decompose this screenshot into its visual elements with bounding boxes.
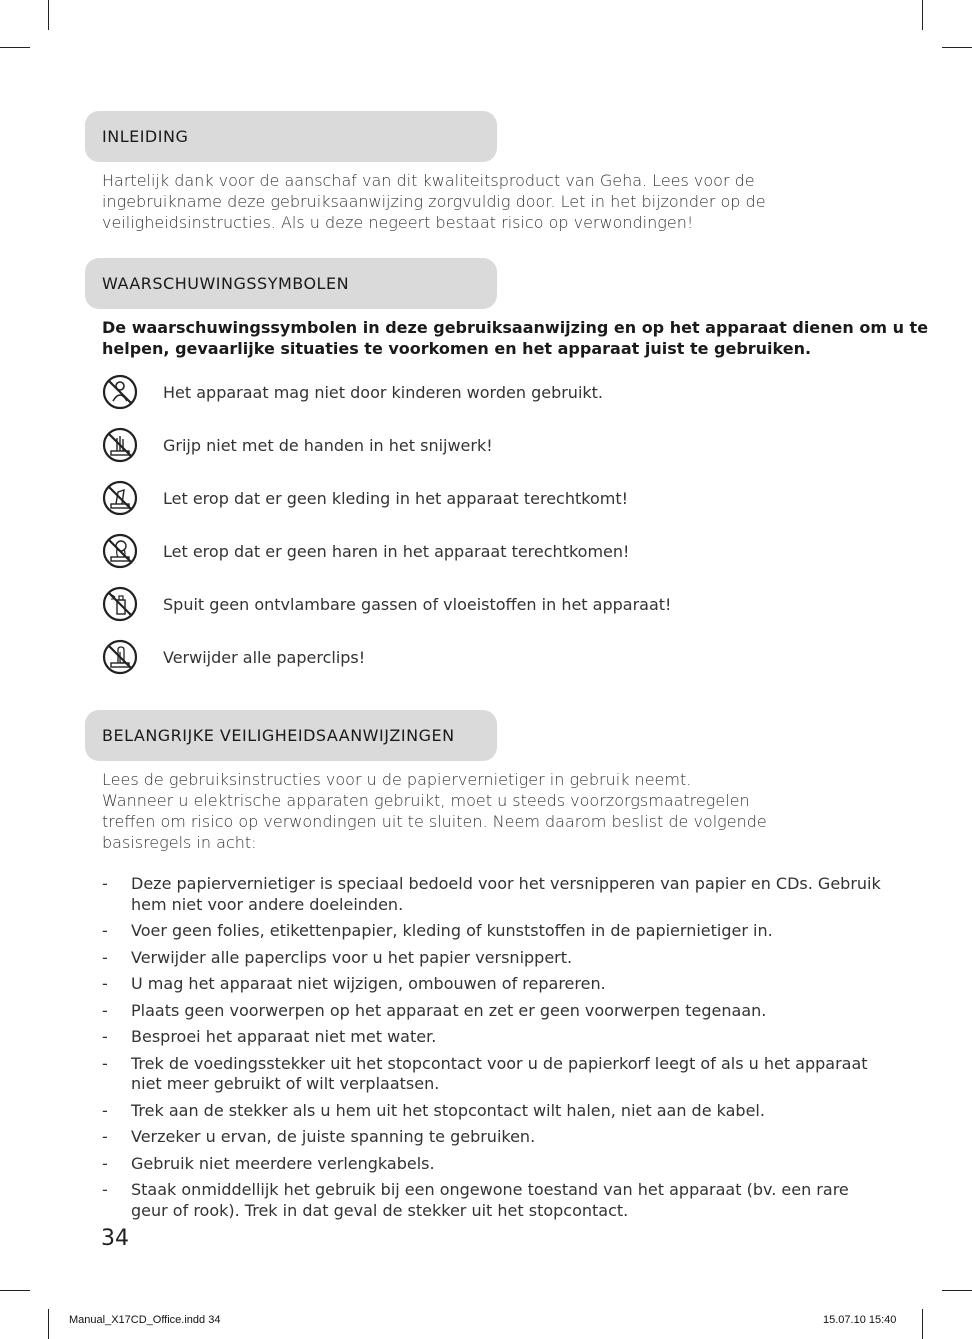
crop-mark — [48, 1309, 49, 1339]
list-item — [102, 874, 882, 915]
text-line: Lees de gebruiksinstructies voor u de papiervernietiger in gebruik neemt. — [102, 770, 692, 789]
no-paperclip-icon — [102, 639, 138, 675]
bullet-text: Besproei het apparaat niet met water. — [131, 1027, 437, 1046]
crop-mark — [942, 47, 972, 48]
section-title: WAARSCHUWINGSSYMBOLEN — [102, 274, 350, 293]
warning-item — [102, 372, 862, 412]
list-item — [102, 974, 882, 995]
bullet-marker: - — [102, 947, 108, 967]
bullet-marker: - — [102, 874, 108, 893]
bullet-text: Trek aan de stekker als u hem uit het stopcontact wilt halen, niet aan de kabel. — [131, 1100, 765, 1120]
warning-item — [102, 584, 862, 624]
list-item — [102, 1054, 882, 1095]
safety-intro — [102, 769, 872, 853]
bullet-marker: - — [102, 1100, 108, 1120]
crop-mark — [922, 0, 923, 30]
section-title: INLEIDING — [102, 127, 189, 146]
bullet-text: Verwijder alle paperclips voor u het papier versnippert. — [131, 947, 573, 967]
bullet-text: U mag het apparaat niet wijzigen, ombouwen of repareren. — [131, 974, 606, 993]
warning-text: Let erop dat er geen haren in het apparaat terechtkomen! — [163, 541, 630, 561]
section-heading-symbols — [85, 258, 497, 309]
bullet-marker: - — [102, 921, 108, 940]
list-item — [102, 1101, 882, 1122]
bullet-marker: - — [102, 1153, 108, 1173]
bullet-marker: - — [102, 1127, 108, 1146]
footer-file-info: Manual_X17CD_Office.indd 34 — [69, 1314, 221, 1326]
bullet-text: Trek de voedingsstekker uit het stopcontact voor u de papierkorf leegt of als u het apparaat niet meer gebruikt of wilt verplaatsen. — [131, 1053, 868, 1093]
bullet-marker: - — [102, 1000, 108, 1020]
list-item — [102, 1001, 882, 1022]
list-item — [102, 1180, 882, 1221]
warning-item — [102, 637, 862, 677]
warning-text: Spuit geen ontvlambare gassen of vloeistoffen in het apparaat! — [163, 594, 672, 614]
list-item — [102, 1154, 882, 1175]
crop-mark — [48, 0, 49, 30]
page-number: 34 — [101, 1226, 129, 1251]
section-heading-intro — [85, 111, 497, 162]
symbols-intro — [102, 317, 929, 359]
list-item — [102, 1027, 882, 1048]
crop-mark — [922, 1309, 923, 1339]
footer-timestamp: 15.07.10 15:40 — [823, 1314, 897, 1326]
text-line: Hartelijk dank voor de aanschaf van dit kwaliteitsproduct van Geha. Lees voor de — [102, 171, 755, 190]
bullet-marker: - — [102, 1027, 108, 1046]
no-spray-icon — [102, 586, 138, 622]
bullet-marker: - — [102, 1180, 108, 1199]
crop-mark — [0, 47, 30, 48]
no-clothing-icon — [102, 480, 138, 516]
list-item — [102, 1127, 882, 1148]
bullet-text: Plaats geen voorwerpen op het apparaat en zet er geen voorwerpen tegenaan. — [131, 1000, 767, 1020]
warning-text: Verwijder alle paperclips! — [163, 647, 366, 667]
bullet-text: Verzeker u ervan, de juiste spanning te gebruiken. — [131, 1127, 536, 1146]
section-heading-safety — [85, 710, 497, 761]
intro-paragraph — [102, 170, 872, 233]
bullet-marker: - — [102, 1053, 108, 1073]
no-children-icon — [102, 374, 138, 410]
crop-mark — [0, 1290, 30, 1291]
warning-item — [102, 425, 862, 465]
text-line: ingebruikname deze gebruiksaanwijzing zorgvuldig door. Let in het bijzonder op de — [102, 192, 766, 211]
no-hair-icon — [102, 533, 138, 569]
text-line: veiligheidsinstructies. Als u deze negeert bestaat risico op verwondingen! — [102, 213, 694, 232]
bullet-marker: - — [102, 974, 108, 993]
crop-mark — [942, 1290, 972, 1291]
list-item — [102, 921, 882, 942]
safety-bullet-list — [102, 874, 882, 1227]
no-hands-icon — [102, 427, 138, 463]
text-line: De waarschuwingssymbolen in deze gebruiksaanwijzing en op het apparaat dienen om u te — [102, 318, 929, 337]
section-title: BELANGRIJKE VEILIGHEIDSAANWIJZINGEN — [102, 726, 455, 745]
text-line: treffen om risico op verwondingen uit te sluiten. Neem daarom beslist de volgende — [102, 812, 767, 831]
list-item — [102, 948, 882, 969]
warning-item — [102, 478, 862, 518]
text-line: basisregels in acht: — [102, 833, 257, 852]
bullet-text: Gebruik niet meerdere verlengkabels. — [131, 1153, 435, 1173]
text-line: helpen, gevaarlijke situaties te voorkomen en het apparaat juist te gebruiken. — [102, 339, 812, 358]
bullet-text: Staak onmiddellijk het gebruik bij een ongewone toestand van het apparaat (bv. een rare geur of rook). Trek in dat geval de stekker uit het stopcontact. — [131, 1180, 849, 1220]
bullet-text: Deze papiervernietiger is speciaal bedoeld voor het versnipperen van papier en CDs. Gebruik hem niet voor andere doeleinden. — [131, 874, 881, 914]
warning-item — [102, 531, 862, 571]
bullet-text: Voer geen folies, etikettenpapier, kleding of kunststoffen in de papiernietiger in. — [131, 921, 773, 940]
warning-text: Grijp niet met de handen in het snijwerk! — [163, 435, 493, 455]
warning-text: Het apparaat mag niet door kinderen worden gebruikt. — [163, 382, 604, 402]
warning-text: Let erop dat er geen kleding in het apparaat terechtkomt! — [163, 488, 629, 508]
text-line: Wanneer u elektrische apparaten gebruikt, moet u steeds voorzorgsmaatregelen — [102, 791, 750, 810]
